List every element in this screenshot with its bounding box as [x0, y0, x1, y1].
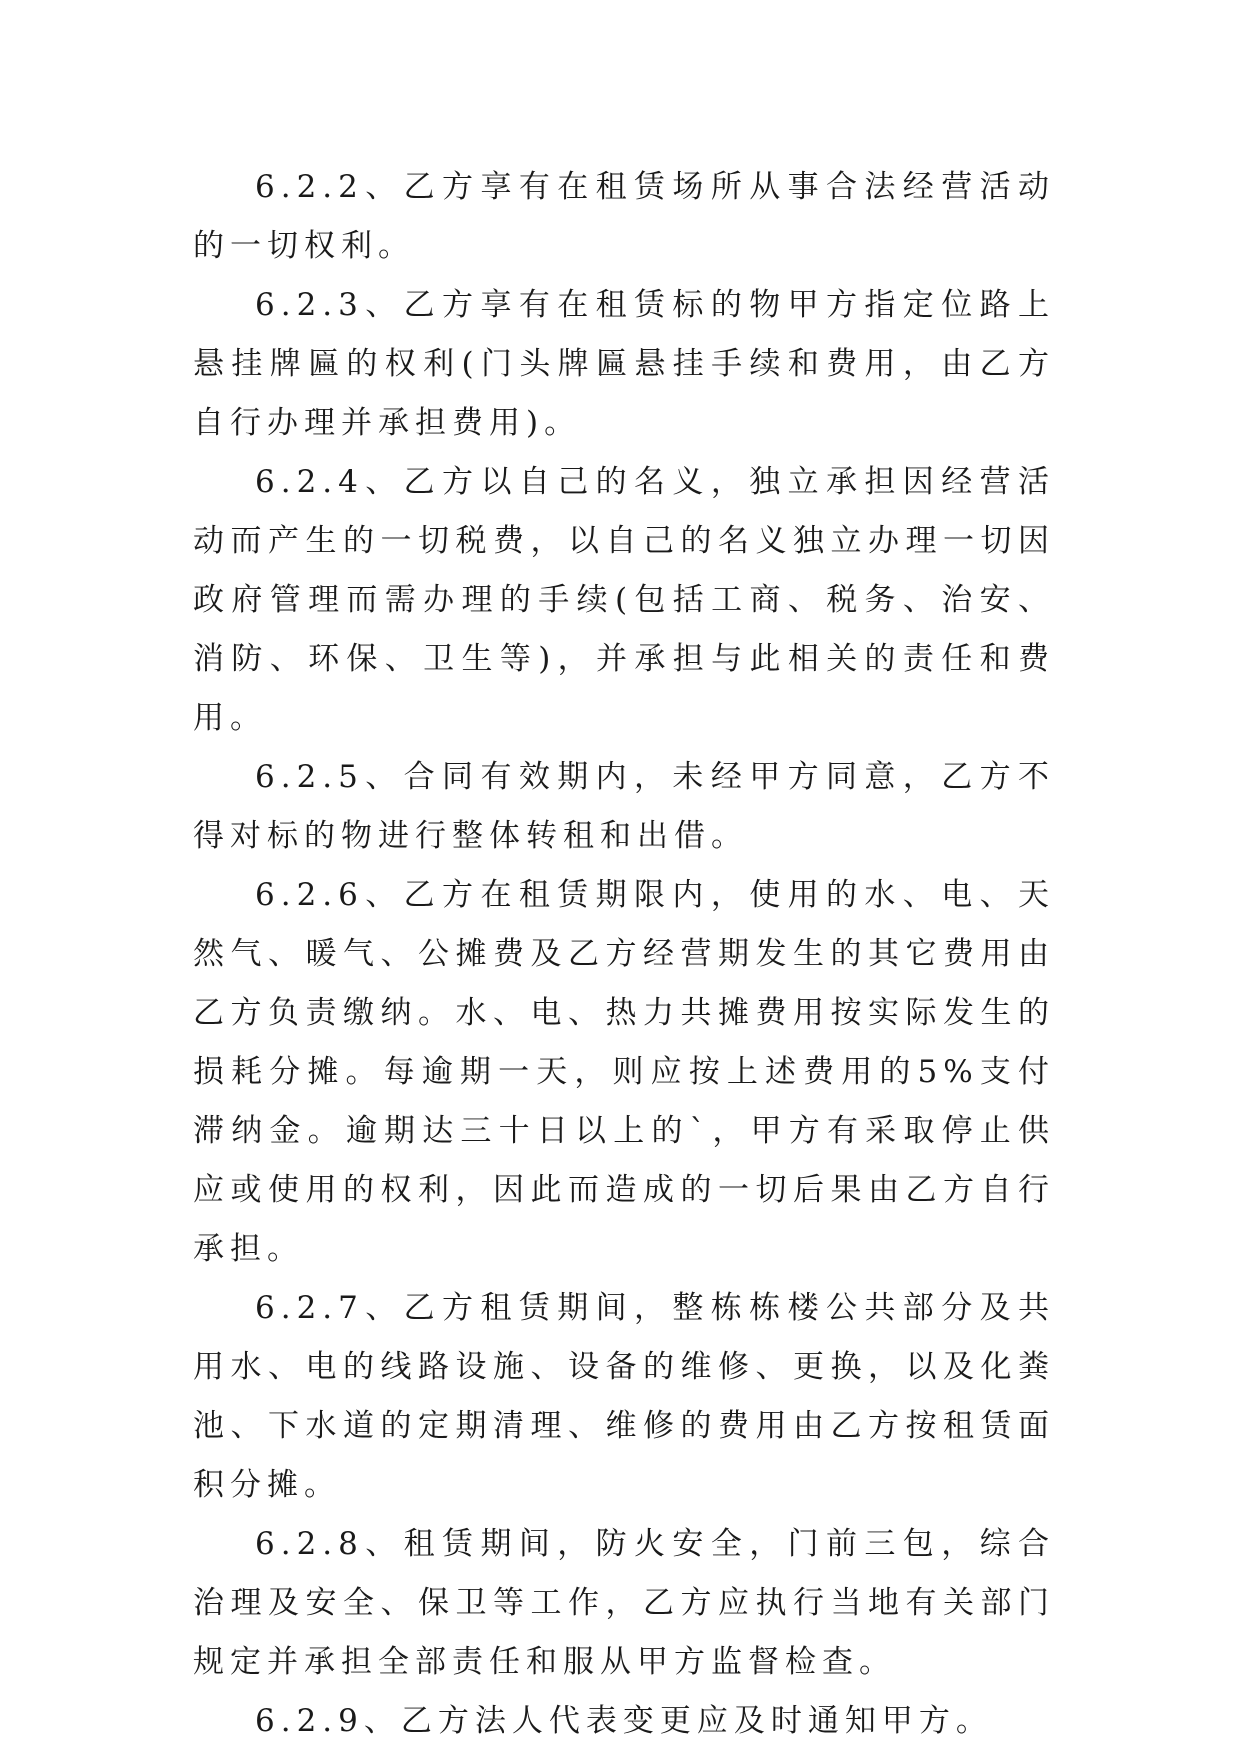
clause-6-2-7: 6.2.7、乙方租赁期间，整栋栋楼公共部分及共用水、电的线路设施、设备的维修、更换，以及化粪池、下水道的定期清理、维修的费用由乙方按租赁面积分摊。: [193, 1290, 1055, 1503]
clause-6-2-3: 6.2.3、乙方享有在租赁标的物甲方指定位路上悬挂牌匾的权利(门头牌匾悬挂手续和费用，由乙方自行办理并承担费用)。: [193, 287, 1055, 441]
clause-6-2-8: 6.2.8、租赁期间，防火安全，门前三包，综合治理及安全、保卫等工作，乙方应执行当地有关部门规定并承担全部责任和服从甲方监督检查。: [193, 1526, 1055, 1680]
clause-6-2-9: 6.2.9、乙方法人代表变更应及时通知甲方。: [255, 1703, 993, 1739]
clause-6-2-2: 6.2.2、乙方享有在租赁场所从事合法经营活动的一切权利。: [193, 169, 1055, 264]
document-body: [193, 158, 1055, 1751]
clause-6-2-5: 6.2.5、合同有效期内，未经甲方同意，乙方不得对标的物进行整体转租和出借。: [193, 759, 1055, 854]
clause-6-2-4: 6.2.4、乙方以自己的名义，独立承担因经营活动而产生的一切税费，以自己的名义独立办理一切因政府管理而需办理的手续(包括工商、税务、治安、消防、环保、卫生等)，并承担与此相关的责任和费用。: [193, 464, 1055, 736]
clause-6-2-6: 6.2.6、乙方在租赁期限内，使用的水、电、天然气、暖气、公摊费及乙方经营期发生的其它费用由乙方负责缴纳。水、电、热力共摊费用按实际发生的损耗分摊。每逾期一天，则应按上述费用的5%支付滞纳金。逾期达三十日以上的`，甲方有采取停止供应或使用的权利，因此而造成的一切后果由乙方自行承担。: [193, 877, 1055, 1267]
